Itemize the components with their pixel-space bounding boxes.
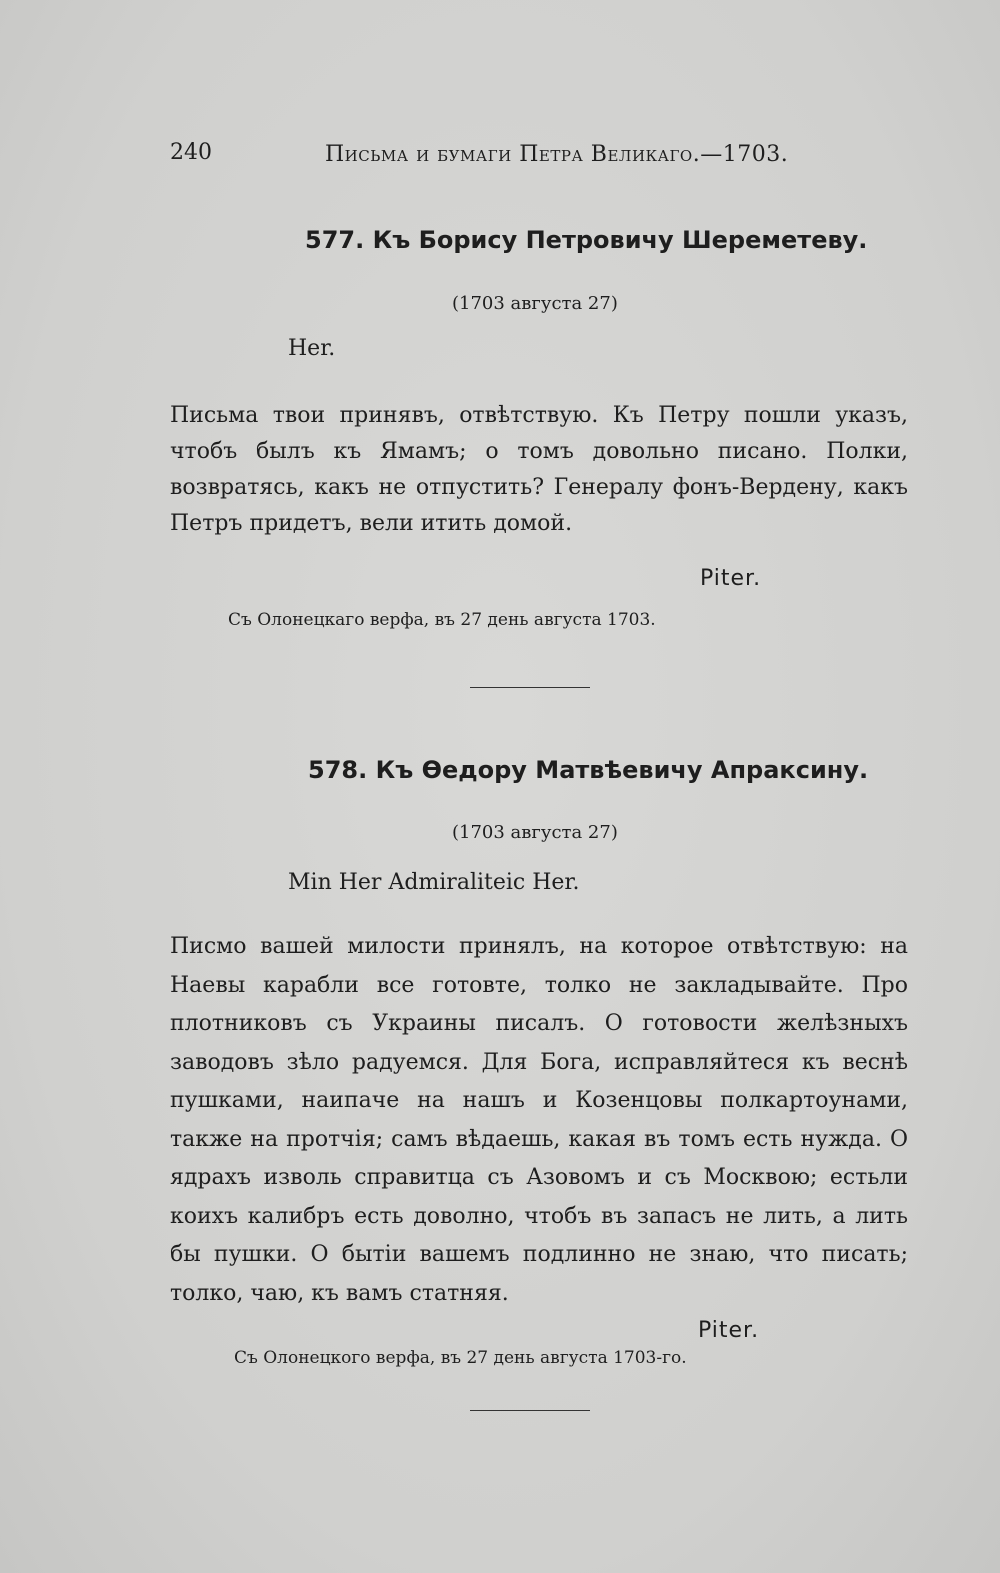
page-number: 240: [170, 140, 212, 165]
running-title: [325, 142, 788, 167]
letter-577-salutation: Her.: [288, 336, 336, 361]
section-divider: [470, 1410, 590, 1411]
letter-577-signature: Piter.: [700, 566, 762, 591]
letter-578-title: 578. Къ Өедору Матвѣевичу Апраксину.: [308, 756, 869, 784]
letter-578-salutation: Min Her Admiraliteic Her.: [288, 870, 580, 895]
letter-578-closing: Съ Олонецкого верфа, въ 27 день августа 1703-го.: [234, 1348, 687, 1368]
letter-578-body: Писмо вашей милости принялъ, на которое отвѣтствую: на Наевы карабли все готовте, толко не закладывайте. Про плотниковъ съ Украины писалъ. О готовости желѣзныхъ заводовъ зѣло радуемся. Для Бога, исправляйтеся къ веснѣ пушками, наипаче на нашъ и Козенцовы полкартоунами, также на протчія; самъ вѣдаешь, какая въ томъ есть нужда. О ядрахъ изволь справитца съ Азовомъ и съ Москвою; естьли коихъ калибръ есть доволно, чтобъ въ запасъ не лить, а лить бы пушки. О бытіи вашемъ подлинно не знаю, что писать; толко, чаю, къ вамъ статняя.: [170, 934, 908, 1306]
letter-578-date: (1703 августа 27): [452, 822, 618, 843]
running-title-text: Письма и бумаги Петра Великаго.—1703.: [325, 142, 789, 167]
letter-577-title: 577. Къ Борису Петровичу Шереметеву.: [305, 226, 868, 254]
letter-577-date: (1703 августа 27): [452, 293, 618, 314]
letter-577-closing: Съ Олонецкаго верфа, въ 27 день августа 1703.: [228, 610, 656, 630]
section-divider: [470, 687, 590, 688]
letter-578-signature: Piter.: [698, 1318, 760, 1343]
letter-577-body: Письма твои принявъ, отвѣтствую. Къ Петру пошли указъ, чтобъ былъ къ Ямамъ; о томъ довольно писано. Полки, возвратясь, какъ не отпустить? Генералу фонъ-Вердену, какъ Петръ придетъ, вели итить домой.: [170, 403, 908, 536]
